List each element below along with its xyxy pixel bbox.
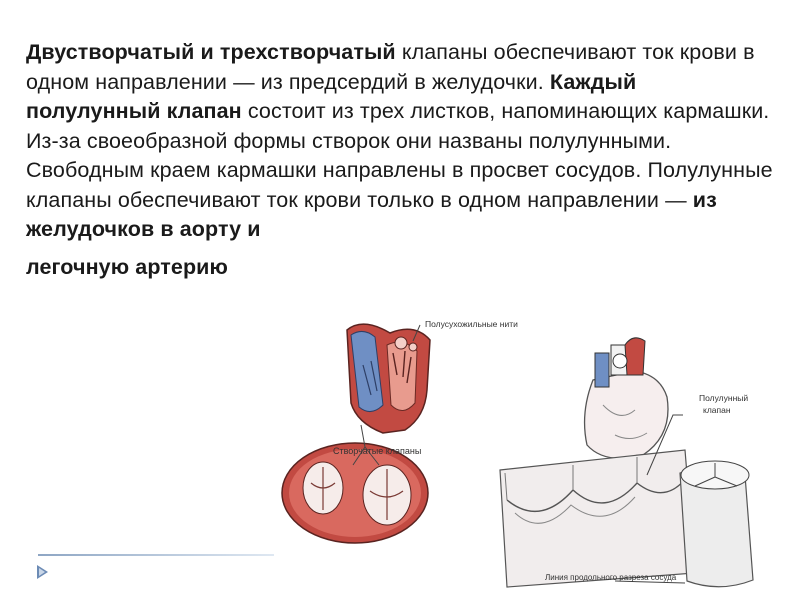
heart-section-drawing — [347, 324, 430, 433]
slide-divider — [38, 554, 274, 556]
text-cuspid-function: клапаны обеспечивают ток крови в одном направлении — из предсердий в желудочки. — [26, 40, 755, 94]
slide-paragraph — [26, 38, 776, 282]
opened-vessel-drawing — [500, 450, 753, 587]
heart-vessels-drawing — [585, 338, 668, 459]
label-tendinous-cords: Полусухожильные нити — [425, 319, 518, 329]
label-valve: клапан — [703, 405, 731, 415]
label-semilunar: Полулунный — [699, 393, 749, 403]
bold-pulmonary-artery: легочную артерию — [26, 254, 228, 279]
bold-semilunar-valve: Каждый полулунный клапан — [26, 69, 637, 123]
label-section-line: Линия продольного разреза сосуда — [545, 573, 677, 582]
text-semilunar-description: состоит из трех листков, напоминающих кармашки. Из-за своеобразной формы створок они названы полулунными. Свободным краем кармашки направлены в просвет сосудов. Полулунные клапаны обеспечивают ток крови только в одном направлении — — [26, 99, 773, 212]
heart-valves-illustration — [275, 305, 800, 600]
next-slide-arrow-icon[interactable] — [37, 565, 48, 579]
bold-direction: из желудочков в аорту и — [26, 187, 717, 241]
valve-ring-drawing — [282, 443, 428, 543]
label-cuspid-valves: Створчатые клапаны — [333, 446, 422, 456]
bold-cuspid-valves: Двустворчатый и трехстворчатый — [26, 40, 396, 64]
